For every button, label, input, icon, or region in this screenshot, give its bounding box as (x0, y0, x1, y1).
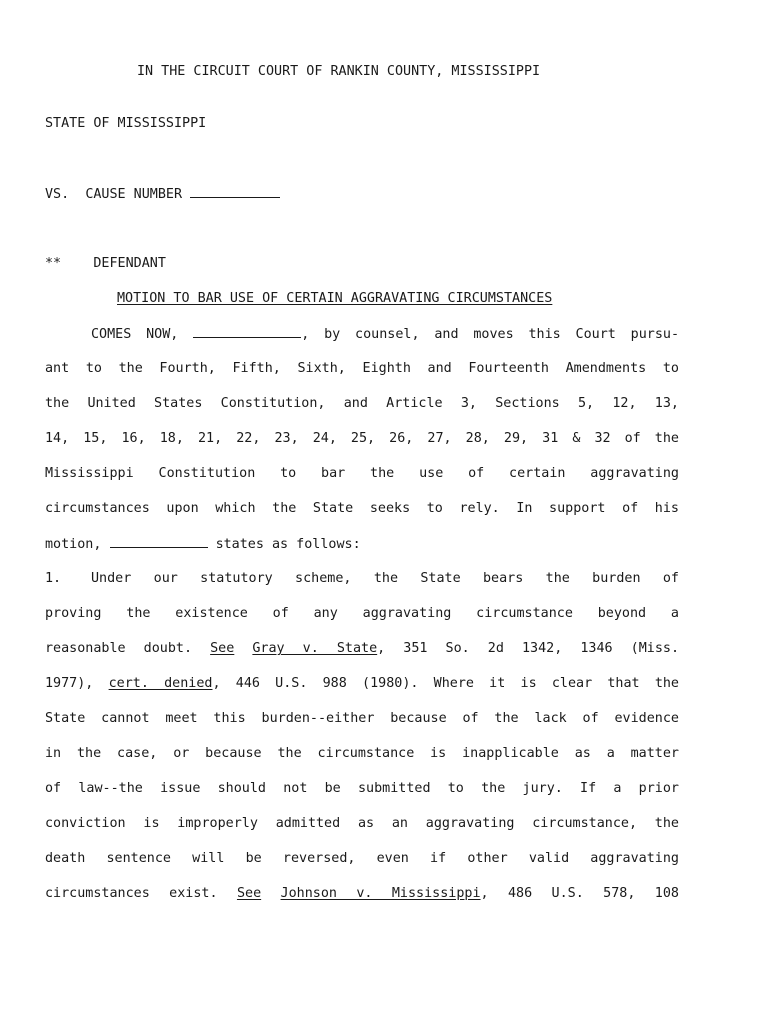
see-signal-2: See (236, 886, 262, 901)
cause-number-label: CAUSE NUMBER (85, 187, 183, 202)
motion-title: MOTION TO BAR USE OF CERTAIN AGGRAVATING CIRCUMSTANCES (117, 291, 553, 306)
body-line-8: Under our statutory scheme, the State bears the burden of (91, 571, 679, 586)
defendant-marker: ** (45, 256, 62, 271)
defendant-line (45, 256, 166, 272)
body-line-6: circumstances upon which the State seeks to rely. In support of his (45, 501, 679, 516)
court-heading: IN THE CIRCUIT COURT OF RANKIN COUNTY, MISSISSIPPI (137, 64, 541, 79)
plaintiff-name: STATE OF MISSISSIPPI (45, 116, 207, 131)
body-line-15: conviction is improperly admitted as an aggravating circumstance, the (45, 816, 679, 831)
case-citation-gray: Gray v. State (252, 641, 378, 656)
defendant-name-blank-2 (110, 536, 208, 548)
body-line-13: in the case, or because the circumstance is inapplicable as a matter (45, 746, 679, 761)
body-line-3: the United States Constitution, and Article 3, Sections 5, 12, 13, (45, 396, 679, 411)
see-signal: See (210, 641, 235, 656)
cause-line (45, 186, 280, 203)
body-line-5: Mississippi Constitution to bar the use of certain aggravating (45, 466, 679, 481)
body-line-16: death sentence will be reversed, even if other valid aggravating (45, 851, 679, 866)
body-line-7: motion, states as follows: (45, 537, 361, 552)
case-citation-johnson: Johnson v. Mississippi (280, 886, 481, 901)
paragraph-number: 1. (45, 571, 62, 586)
body-line-12: State cannot meet this burden--either because of the lack of evidence (45, 711, 679, 726)
cert-denied: cert. denied (108, 676, 213, 691)
body-line-1: COMES NOW, , by counsel, and moves this Court pursu- (91, 327, 680, 342)
vs-label: VS. (45, 187, 70, 202)
body-line-11: 1977), cert. denied, 446 U.S. 988 (1980). Where it is clear that the (45, 676, 679, 691)
body-line-9: proving the existence of any aggravating circumstance beyond a (45, 606, 679, 621)
body-line-10: reasonable doubt. See Gray v. State, 351 So. 2d 1342, 1346 (Miss. (45, 641, 680, 656)
cause-number-blank (190, 186, 280, 198)
body-line-2: ant to the Fourth, Fifth, Sixth, Eighth and Fourteenth Amendments to (45, 361, 679, 376)
body-line-4: 14, 15, 16, 18, 21, 22, 23, 24, 25, 26, 27, 28, 29, 31 & 32 of the (45, 431, 679, 446)
body-line-14: of law--the issue should not be submitted to the jury. If a prior (45, 781, 679, 796)
defendant-label: DEFENDANT (93, 256, 166, 271)
body-line-17: circumstances exist. See Johnson v. Mississippi, 486 U.S. 578, 108 (45, 886, 679, 901)
defendant-name-blank (193, 326, 301, 338)
